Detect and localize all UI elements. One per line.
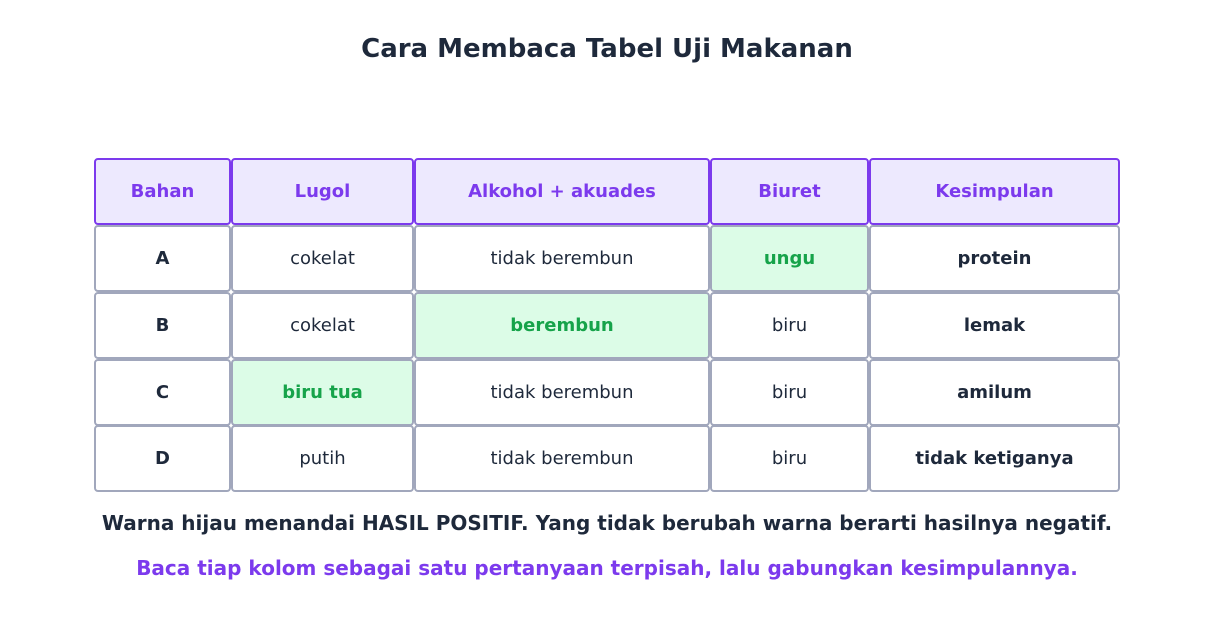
row-a-kesimpulan: protein [869,225,1120,292]
row-b-lugol: cokelat [231,292,414,359]
row-d-bahan: D [94,425,231,492]
row-a-biuret-positive: ungu [710,225,869,292]
header-lugol: Lugol [231,158,414,225]
row-c-kesimpulan: amilum [869,359,1120,426]
header-alkohol-akuades: Alkohol + akuades [414,158,710,225]
legend-note: Warna hijau menandai HASIL POSITIF. Yang tidak berubah warna berarti hasilnya negatif. [101,511,1113,535]
row-b-bahan: B [94,292,231,359]
row-c-lugol-positive: biru tua [231,359,414,426]
row-b-biuret: biru [710,292,869,359]
row-c-biuret: biru [710,359,869,426]
tip-note: Baca tiap kolom sebagai satu pertanyaan terpisah, lalu gabungkan kesimpulannya. [136,556,1078,580]
food-test-table [94,158,1120,492]
row-a-bahan: A [94,225,231,292]
row-d-alkohol: tidak berembun [414,425,710,492]
row-b-kesimpulan: lemak [869,292,1120,359]
row-c-alkohol: tidak berembun [414,359,710,426]
row-a-lugol: cokelat [231,225,414,292]
header-bahan: Bahan [94,158,231,225]
row-b-alkohol-positive: berembun [414,292,710,359]
page-title: Cara Membaca Tabel Uji Makanan [361,34,853,64]
row-a-alkohol: tidak berembun [414,225,710,292]
row-d-biuret: biru [710,425,869,492]
row-c-bahan: C [94,359,231,426]
row-d-lugol: putih [231,425,414,492]
header-biuret: Biuret [710,158,869,225]
header-kesimpulan: Kesimpulan [869,158,1120,225]
row-d-kesimpulan: tidak ketiganya [869,425,1120,492]
